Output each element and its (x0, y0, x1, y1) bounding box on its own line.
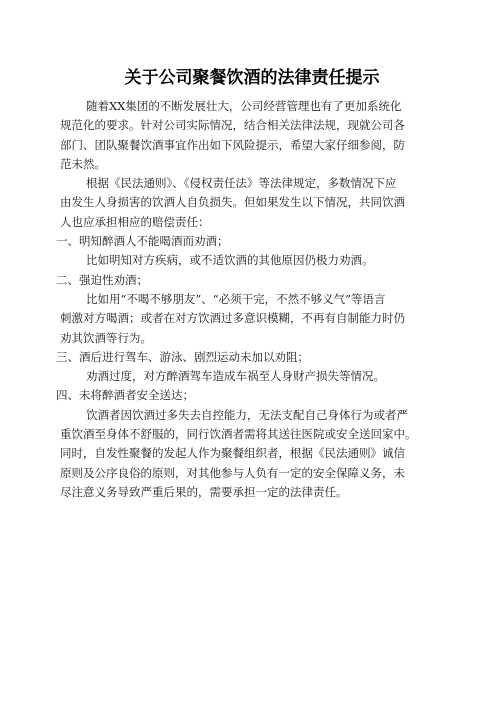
paragraph-line: 部门、团队聚餐饮酒事宜作出如下风险提示，希望大家仔细参阅，防 (60, 137, 405, 152)
paragraph-line: 根据《民法通则》、《侵权责任法》等法律规定，多数情况下应 (86, 176, 397, 191)
paragraph-line: 范未然。 (60, 156, 106, 171)
paragraph-line: 原则及公序良俗的原则，对其他参与人负有一定的安全保障义务，未 (60, 465, 405, 480)
paragraph-line: 劝其饮酒等行为。 (60, 330, 152, 345)
section-heading: 四、未将醉酒者安全送达； (56, 388, 194, 403)
section-heading: 三、酒后进行驾车、游泳、剧烈运动未加以劝阻； (56, 349, 309, 364)
paragraph-line: 随着XX集团的不断发展壮大，公司经营管理也有了更加系统化 (86, 99, 402, 113)
paragraph-line: 刺激对方喝酒；或者在对方饮酒过多意识模糊，不再有自制能力时仍 (60, 311, 405, 326)
document-title: 关于公司聚餐饮酒的法律责任提示 (124, 68, 380, 88)
paragraph-line: 规范化的要求。针对公司实际情况，结合相关法律法规，现就公司各 (60, 118, 405, 133)
paragraph-line: 饮酒者因饮酒过多失去自控能力，无法支配自己身体行为或者严 (86, 407, 408, 422)
paragraph-line: 尽注意义务导致严重后果的，需要承担一定的法律责任。 (60, 484, 348, 499)
paragraph-line: 人也应承担相应的赔偿责任： (60, 214, 210, 229)
paragraph-line: 同时，自发性聚餐的发起人作为聚餐组织者，根据《民法通则》诚信 (60, 446, 405, 461)
paragraph-line: 比如明知对方疾病，或不适饮酒的其他原因仍极力劝酒。 (86, 253, 374, 268)
paragraph-line: 劝酒过度，对方醉酒驾车造成车祸至人身财产损失等情况。 (86, 369, 385, 384)
section-heading: 一、明知醉酒人不能喝酒而劝酒； (56, 234, 229, 249)
paragraph-line: 重饮酒至身体不舒服的，同行饮酒者需将其送往医院或安全送回家中。 (60, 427, 417, 442)
section-heading: 二、强迫性劝酒； (56, 272, 148, 287)
document-body (56, 97, 446, 502)
paragraph-line: 比如用“不喝不够朋友”、“必须干完，不然不够义气”等语言 (86, 291, 386, 306)
paragraph-line: 由发生人身损害的饮酒人自负损失。但如果发生以下情况，共同饮酒 (60, 195, 405, 210)
